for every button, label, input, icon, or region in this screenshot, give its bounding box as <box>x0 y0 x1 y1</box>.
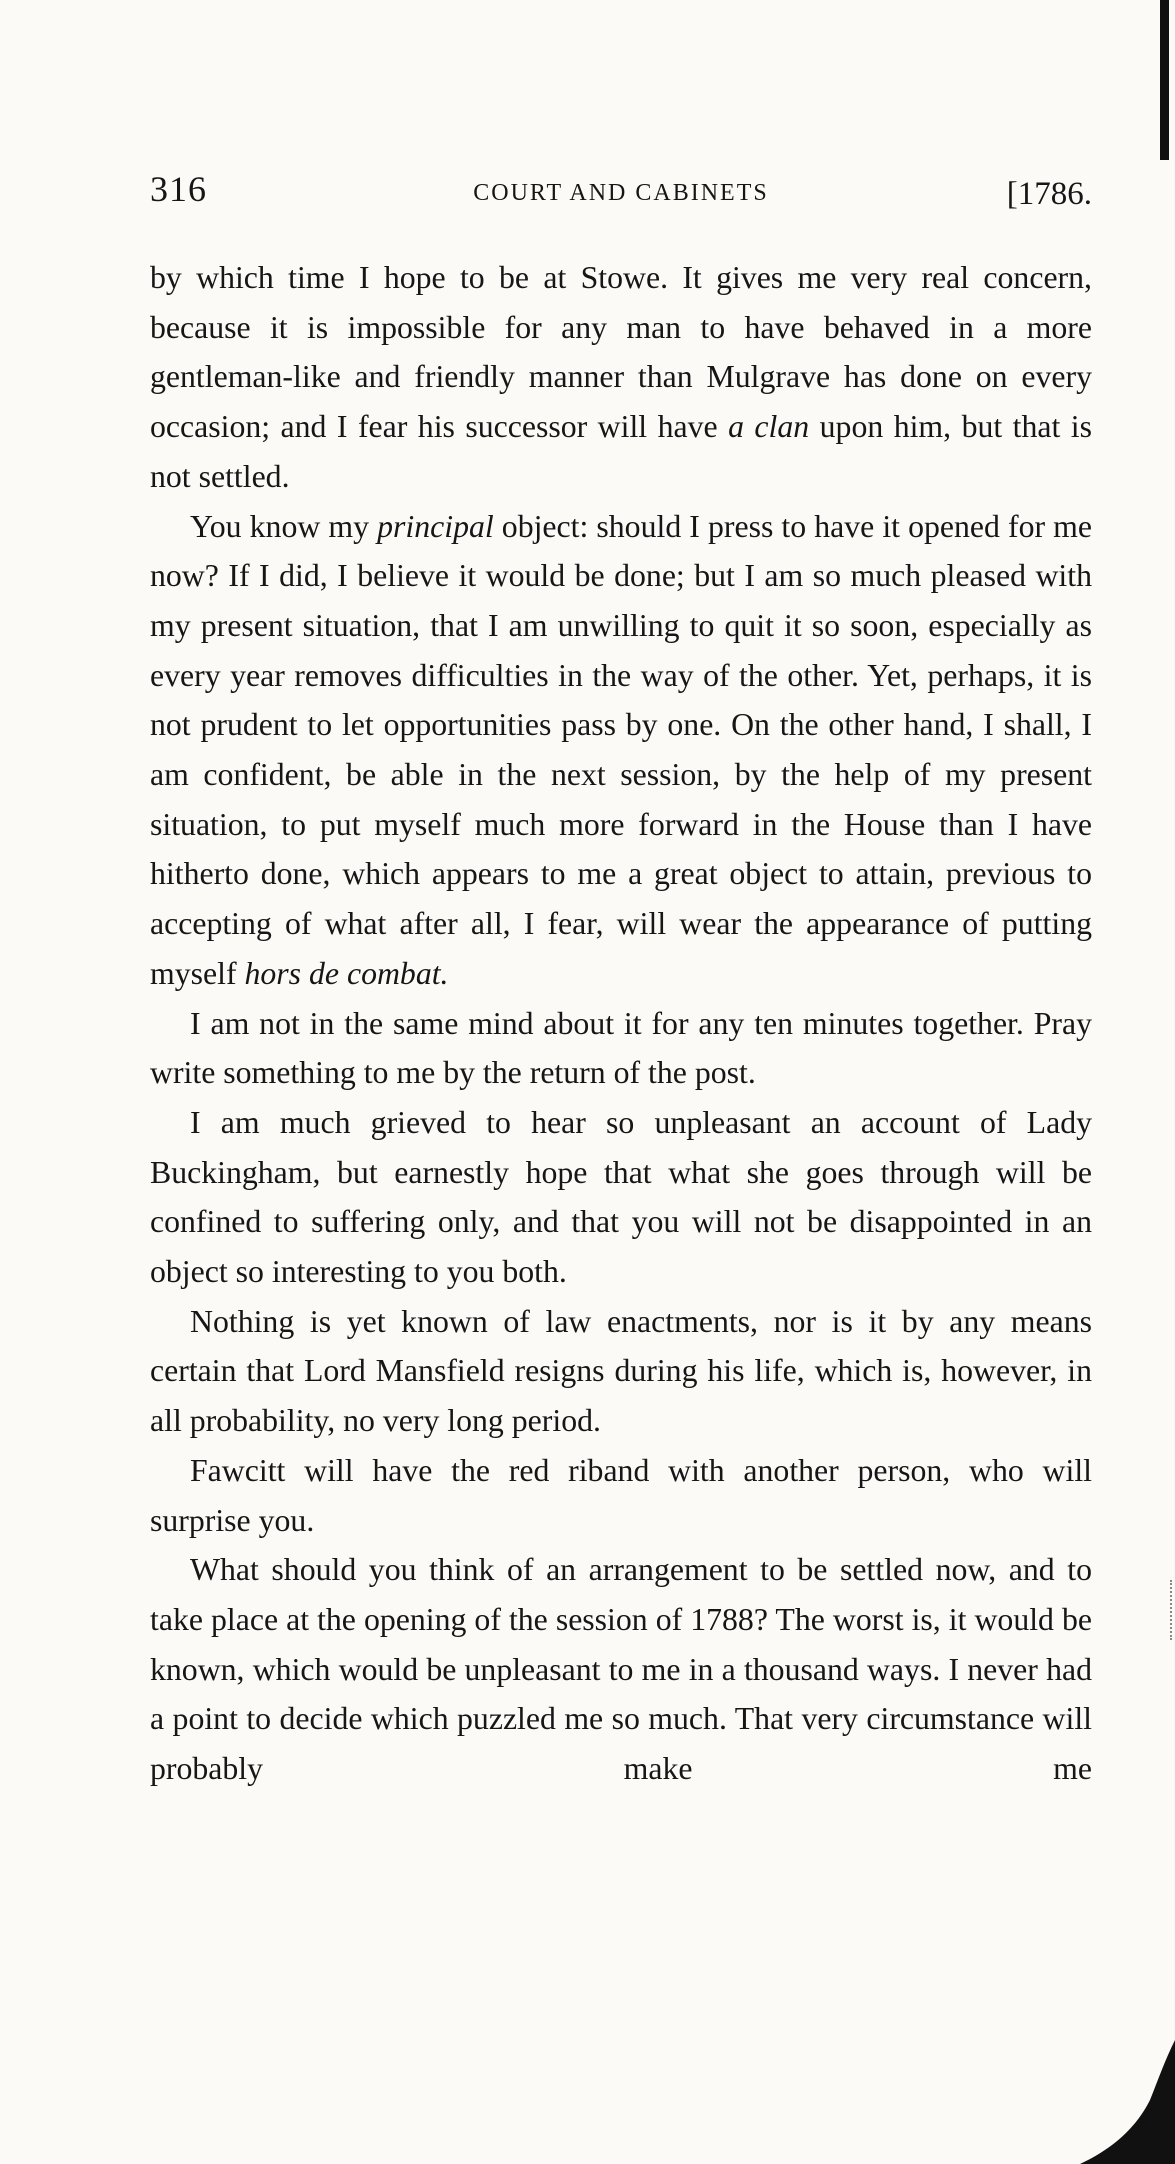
paragraph: I am not in the same mind about it for any ten minutes together. Pray write something to me by the return of the post. <box>150 1005 1092 1091</box>
page-edge-mark <box>1160 0 1169 160</box>
paragraph: Fawcitt will have the red riband with another person, who will surprise you. <box>150 1452 1092 1538</box>
paragraph: by which time I hope to be at Stowe. It gives me very real concern, because it is impossible for any man to have behaved in a more gentleman-like and friendly manner than Mulgrave has done on every occasion; and I fear his successor will have a clan upon him, but that is not settled. <box>150 260 1093 494</box>
paragraph: You know my principal object: should I press to have it opened for me now? If I did, I believe it would be done; but I am so much pleased with my present situation, that I am unwilling to quit it so soon, especially as every year removes difficulties in the way of the other. Yet, perhaps, it is not prudent to let opportunities pass by one. On the other hand, I shall, I am confident, be able in the next session, by the help of my present situation, to put myself much more forward in the House than I have hitherto done, which appears to me a great object to attain, previous to accepting of what after all, I fear, will wear the appearance of putting myself hors de combat. <box>150 508 1092 991</box>
body-text <box>150 253 1092 1794</box>
paragraph: What should you think of an arrangement to be settled now, and to take place at the opening of the session of 1788? The worst is, it would be known, which would be unpleasant to me in a thousand ways. I never had a point to decide which puzzled me so much. That very circumstance will probably make me <box>150 1552 1092 1787</box>
header-year: [1786. <box>1006 176 1092 212</box>
paragraph: I am much grieved to hear so unpleasant an account of Lady Buckingham, but earnestly hope that what she goes through will be confined to suffering only, and that you will not be disappointed in an object so interesting to you both. <box>150 1104 1092 1290</box>
paragraph: Nothing is yet known of law enactments, nor is it by any means certain that Lord Mansfield resigns during his life, which is, however, in all probability, no very long period. <box>150 1303 1092 1439</box>
page-number: 316 <box>150 169 207 209</box>
page-edge-ticks <box>1170 1580 1175 1640</box>
running-header <box>150 168 1092 218</box>
page-corner-shadow <box>1080 2040 1175 2164</box>
running-title: COURT AND CABINETS <box>473 180 769 206</box>
